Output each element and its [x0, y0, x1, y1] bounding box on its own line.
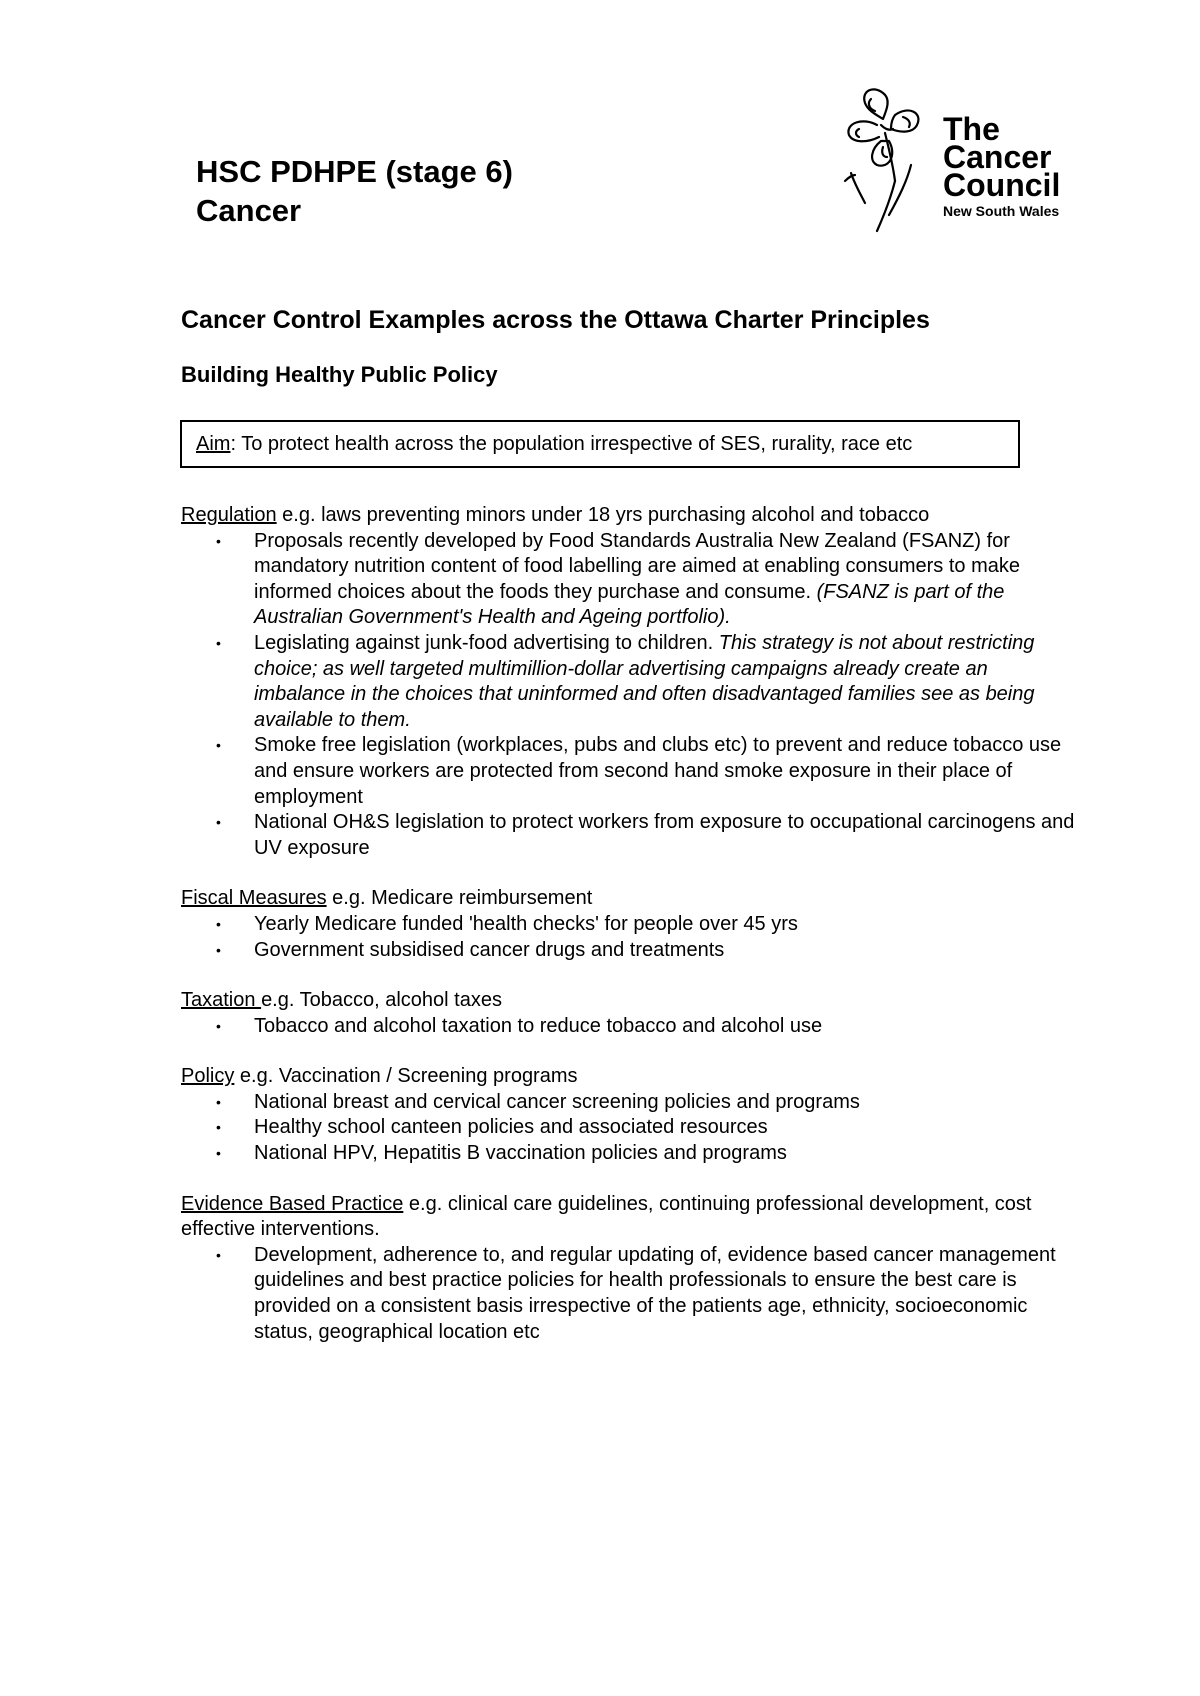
cancer-council-logo	[825, 85, 1095, 235]
list-item	[181, 631, 1081, 733]
list-item	[181, 938, 1081, 964]
bullet-list	[181, 529, 1081, 862]
list-item-text: Yearly Medicare funded 'health checks' for people over 45 yrs	[254, 912, 798, 935]
bullet-icon: •	[216, 737, 221, 754]
section-text: e.g. laws preventing minors under 18 yrs purchasing alcohol and tobacco	[276, 504, 930, 526]
list-item	[181, 529, 1081, 631]
list-item	[181, 1014, 1081, 1040]
logo-wordmark	[943, 111, 1061, 221]
section-evidence-based-practice	[181, 1192, 1081, 1346]
daffodil-logo-icon	[825, 85, 935, 235]
bullet-icon: •	[216, 634, 221, 651]
section-fiscal-measures	[181, 886, 1081, 963]
list-item	[181, 1141, 1081, 1167]
logo-line-the: The	[943, 111, 1000, 147]
section-regulation	[181, 503, 1081, 861]
logo-line-council: Council	[943, 167, 1061, 203]
section-taxation	[181, 988, 1081, 1039]
list-item	[181, 912, 1081, 938]
section-text: e.g. Medicare reimbursement	[326, 887, 593, 910]
bullet-icon: •	[216, 532, 221, 549]
section-policy	[181, 1064, 1081, 1166]
list-item-italic: (FSANZ is part of the Australian Government's Health and Ageing portfolio).	[254, 580, 1005, 629]
section-heading	[181, 988, 1081, 1014]
bullet-icon: •	[216, 941, 221, 958]
section-label: Regulation	[181, 504, 277, 526]
bullet-icon: •	[216, 814, 221, 831]
section-label: Fiscal Measures	[181, 887, 327, 910]
aim-label: Aim	[196, 433, 231, 455]
title-line-1: HSC PDHPE (stage 6)	[196, 154, 513, 189]
bullet-icon: •	[216, 1093, 221, 1110]
title-line-2: Cancer	[196, 193, 302, 228]
bullet-icon: •	[216, 915, 221, 932]
list-item-text: Smoke free legislation (workplaces, pubs and clubs etc) to prevent and reduce tobacco use and ensure workers are protected from second hand smoke exposure in their place of employment	[254, 734, 1062, 808]
document-title	[196, 152, 513, 230]
section-text: e.g. Tobacco, alcohol taxes	[261, 989, 502, 1012]
list-item	[181, 1090, 1081, 1116]
section-heading	[181, 503, 1081, 529]
section-label: Evidence Based Practice	[181, 1192, 404, 1215]
section-label: Taxation	[181, 989, 262, 1012]
list-item-text: Healthy school canteen policies and associated resources	[254, 1116, 768, 1139]
document-body	[181, 503, 1081, 1370]
list-item-text: Tobacco and alcohol taxation to reduce tobacco and alcohol use	[254, 1014, 823, 1037]
list-item-italic: This strategy is not about restricting choice; as well targeted multimillion-dollar advertising campaigns already create an imbalance in the choices that uninformed and often disadvantaged families see as being available to them.	[254, 631, 1035, 731]
section-heading	[181, 1192, 1081, 1243]
section-text: e.g. clinical care guidelines, continuing professional development, cost effective interventions.	[181, 1192, 1032, 1241]
list-item	[181, 810, 1081, 861]
list-item-text: Legislating against junk-food advertising to children.	[254, 631, 719, 654]
list-item-text: Proposals recently developed by Food Standards Australia New Zealand (FSANZ) for mandatory nutrition content of food labelling are aimed at enabling consumers to make informed choices about the foods they purchase and consume.	[254, 529, 1021, 603]
list-item	[181, 1115, 1081, 1141]
section-heading	[181, 1064, 1081, 1090]
list-item-text: National OH&S legislation to protect workers from exposure to occupational carcinogens and UV exposure	[254, 811, 1075, 859]
logo-line-cancer: Cancer	[943, 139, 1052, 175]
bullet-icon: •	[216, 1145, 221, 1162]
list-item-text: National breast and cervical cancer screening policies and programs	[254, 1090, 860, 1113]
main-heading: Cancer Control Examples across the Ottawa Charter Principles	[181, 306, 930, 334]
bullet-list	[181, 912, 1081, 963]
bullet-icon: •	[216, 1119, 221, 1136]
bullet-list	[181, 1014, 1081, 1040]
sub-heading: Building Healthy Public Policy	[181, 362, 498, 387]
bullet-list	[181, 1243, 1081, 1345]
bullet-icon: •	[216, 1246, 221, 1263]
logo-line-nsw: New South Wales	[943, 203, 1060, 219]
section-heading	[181, 886, 1081, 912]
aim-box	[180, 420, 1020, 468]
list-item-text: Development, adherence to, and regular updating of, evidence based cancer management guidelines and best practice policies for health professionals to ensure the best care is provided on a consistent basis irrespective of the patients age, ethnicity, socioeconomic status, geographical location etc	[254, 1243, 1056, 1343]
bullet-icon: •	[216, 1017, 221, 1034]
aim-text: : To protect health across the population irrespective of SES, rurality, race etc	[230, 433, 913, 455]
section-label: Policy	[181, 1065, 235, 1088]
list-item	[181, 733, 1081, 810]
list-item	[181, 1243, 1081, 1345]
bullet-list	[181, 1090, 1081, 1167]
section-text: e.g. Vaccination / Screening programs	[234, 1065, 578, 1088]
list-item-text: Government subsidised cancer drugs and treatments	[254, 938, 725, 961]
list-item-text: National HPV, Hepatitis B vaccination policies and programs	[254, 1142, 787, 1165]
